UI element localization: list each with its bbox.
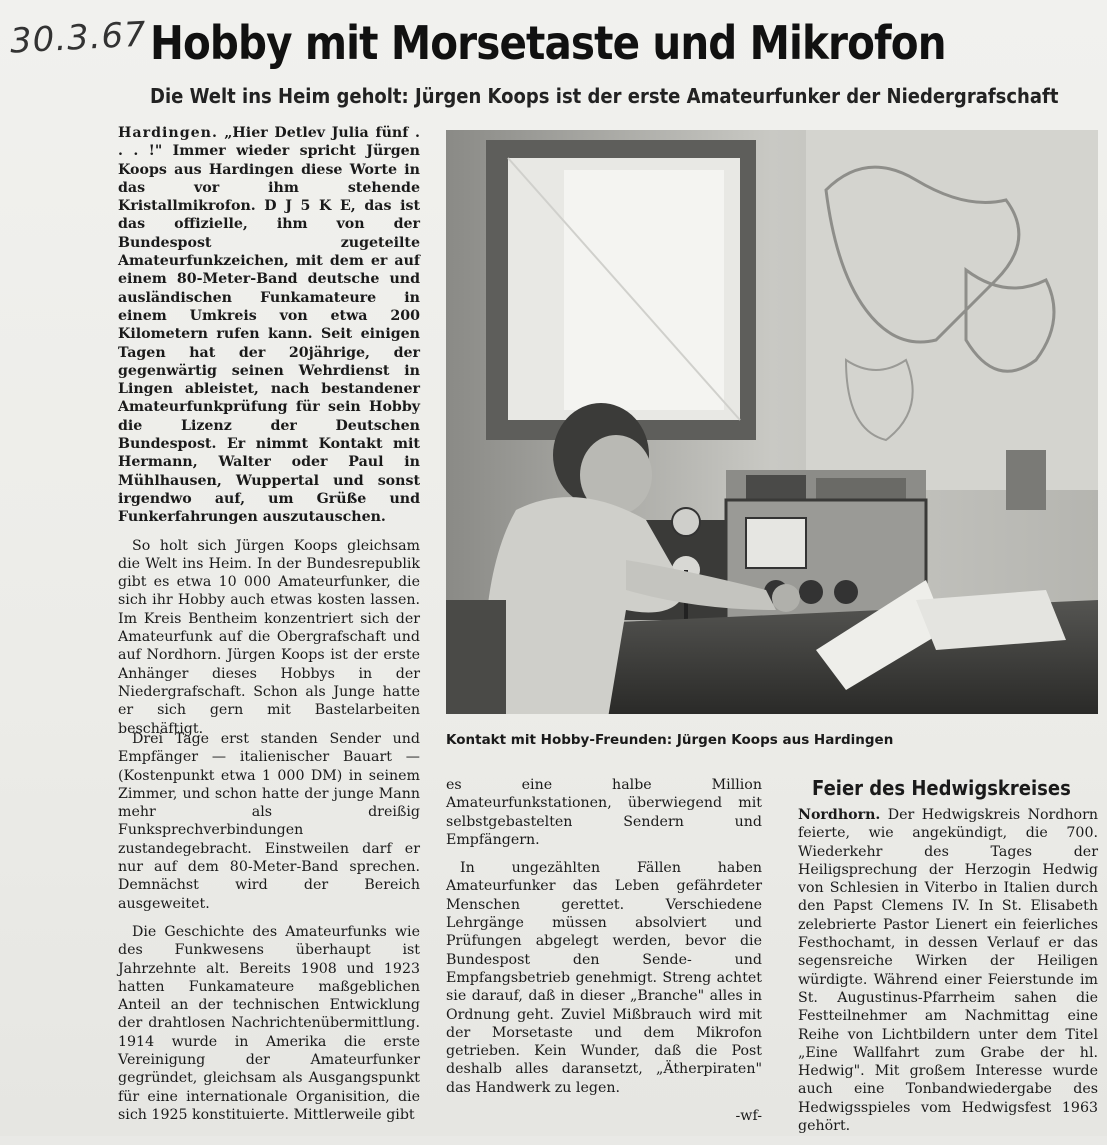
side-article-dateline: Nordhorn. xyxy=(798,807,881,823)
article-paragraph xyxy=(118,124,420,527)
photo-caption: Kontakt mit Hobby-Freunden: Jürgen Koops aus Hardingen xyxy=(446,732,894,748)
article-column-1 xyxy=(118,124,420,748)
side-article-headline: Feier des Hedwigskreises xyxy=(812,776,1071,800)
article-paragraph: es eine halbe Million Amateurfunkstationen, überwiegend mit selbstgebastelten Sendern und Empfängern. xyxy=(446,777,762,848)
article-paragraph: So holt sich Jürgen Koops gleichsam die Welt ins Heim. In der Bundesrepublik gibt es etwa 10 000 Amateurfunker, die sich ihr Hobby auch etwas kosten lassen. Im Kreis Bentheim konzentriert sich der Amateurfunk auf die Obergrafschaft und auf Nordhorn. Jürgen Koops ist der erste Anhänger dieses Hobbys in der Niedergrafschaft. Schon als Junge hatte er sich gern mit Bastelarbeiten beschäftigt. xyxy=(118,537,420,737)
radio-operator-photo xyxy=(446,130,1098,714)
handwritten-date: 30.3.67 xyxy=(9,14,148,62)
photo-illustration xyxy=(446,130,1098,714)
article-paragraph: Die Geschichte des Amateurfunks wie des Funkwesens überhaupt ist Jahrzehnte alt. Bereits 1908 und 1923 hatten Funkamateure maßgeblichen Anteil an der technischen Entwicklung der drahtlosen Nachrichtenübermittlung. 1914 wurde in Amerika die erste Vereinigung der Amateurfunker gegründet, gleichsam als Ausgangspunkt für eine internationale Organisition, die sich 1925 konstituierte. Mittlerweile gibt xyxy=(118,923,420,1123)
side-article-body: Der Hedwigskreis Nordhorn feierte, wie angekündigt, die 700. Wiederkehr des Tages der Heiligsprechung der Herzogin Hedwig von Schlesien in Viterbo in Italien durch den Papst Clemens IV. In St. Elisabeth zelebrierte Pastor Lienert ein feierliches Festhochamt, in dessen Verlauf er das segensreiche Wirken der Heiligen würdigte. Während einer Feierstunde im St. Augustinus-Pfarrheim sahen die Festteilnehmer am Nachmittag eine Reihe von Lichtbildern unter dem Titel „Eine Wallfahrt zum Grabe der hl. Hedwig". Mit großem Interesse wurde auch eine Tonbandwiedergabe des Hedwigsspieles vom Hedwigsfest 1963 gehört. xyxy=(798,807,1098,1135)
article-lead-text: „Hier Detlev Julia fünf . . . !" Immer wieder spricht Jürgen Koops aus Hardingen diese Worte in das vor ihm stehende Kristallmikrofon. D J 5 K E, das ist das offizielle, ihm von der Bundespost zugeteilte Amateurfunkzeichen, mit dem er auf einem 80-Meter-Band deutsche und ausländischen Funkamateure in einem Umkreis von etwa 200 Kilometern rufen kann. Seit einigen Tagen hat der 20jährige, der gegenwärtig seinen Wehrdienst in Lingen ableistet, nach bestandener Amateurfunkprüfung für sein Hobby die Lizenz der Deutschen Bundespost. Er nimmt Kontakt mit Hermann, Walter oder Paul in Mühlhausen, Wuppertal und sonst irgendwo auf, um Grüße und Funkerfahrungen auszutauschen. xyxy=(118,125,420,526)
headline: Hobby mit Morsetaste und Mikrofon xyxy=(150,16,946,70)
side-article-column xyxy=(798,806,1098,1145)
article-column-3 xyxy=(446,776,762,1125)
article-column-2 xyxy=(118,730,420,1134)
article-paragraph: Drei Tage erst standen Sender und Empfänger — italienischer Bauart — (Kostenpunkt etwa 1 000 DM) in seinem Zimmer, und schon hatte der junge Mann mehr als dreißig Funksprechverbindungen zustandegebracht. Einstweilen darf er nur auf dem 80-Meter-Band sprechen. Demnächst wird der Bereich ausgeweitet. xyxy=(118,731,420,912)
side-article-paragraph xyxy=(798,806,1098,1135)
article-dateline: Hardingen. xyxy=(118,125,218,141)
subheadline: Die Welt ins Heim geholt: Jürgen Koops ist der erste Amateurfunker der Niedergrafschaft xyxy=(150,84,1059,108)
article-paragraph: In ungezählten Fällen haben Amateurfunker das Leben gefährdeter Menschen gerettet. Verschiedene Lehrgänge müssen absolviert und Prüfungen abgelegt werden, bevor die Bundespost den Sende- und Empfangsbetrieb genehmigt. Streng achtet sie darauf, daß in dieser „Branche" alles in Ordnung geht. Zuviel Mißbrauch wird mit der Morsetaste und dem Mikrofon getrieben. Kein Wunder, daß die Post deshalb alles daransetzt, „Ätherpiraten" das Handwerk zu legen. xyxy=(446,860,762,1096)
author-signature: -wf- xyxy=(735,1108,762,1125)
